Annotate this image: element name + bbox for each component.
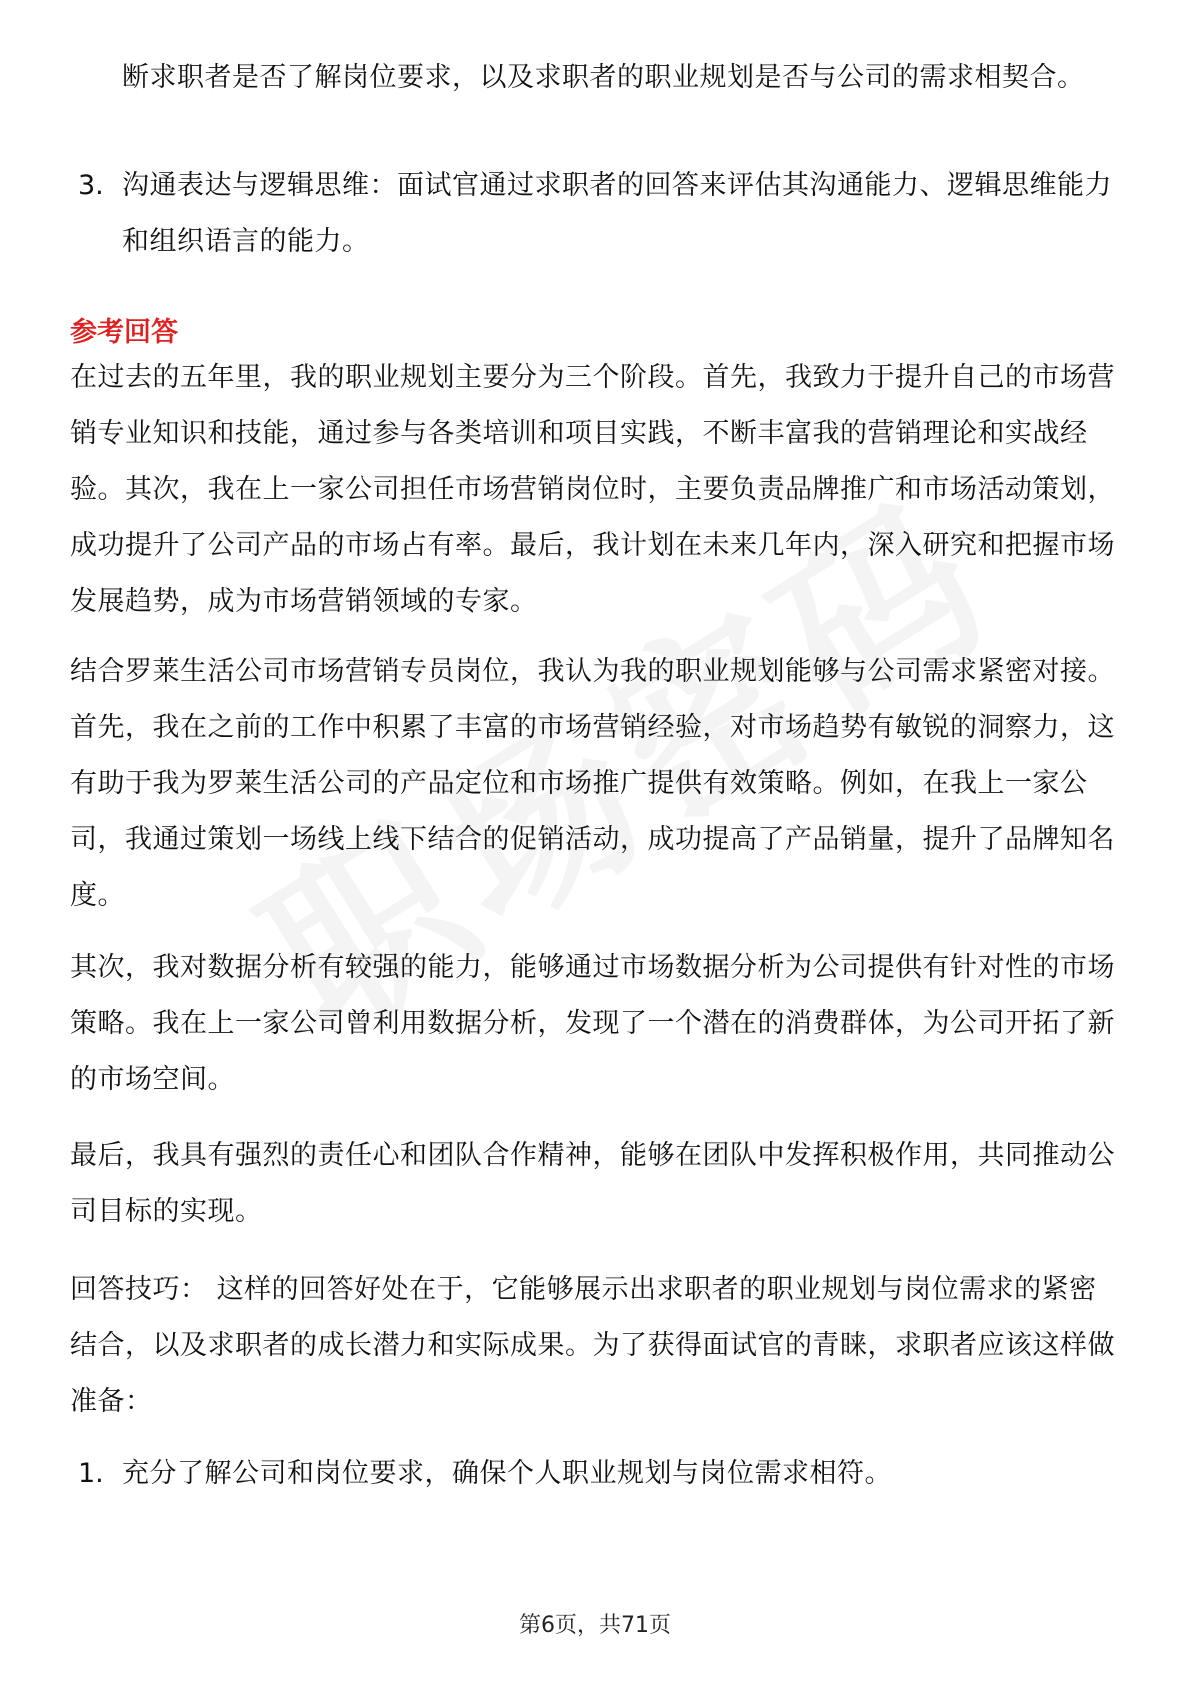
paragraph-4: 最后，我具有强烈的责任心和团队合作精神，能够在团队中发挥积极作用，共同推动公司目标的实现。 xyxy=(70,1140,1115,1227)
paragraph-3: 其次，我对数据分析有较强的能力，能够通过市场数据分析为公司提供有针对性的市场策略。我在上一家公司曾利用数据分析，发现了一个潜在的消费群体，为公司开拓了新的市场空间。 xyxy=(70,952,1115,1095)
list-number-3: 3. xyxy=(78,170,104,201)
tips-list-item-1: 充分了解公司和岗位要求，确保个人职业规划与岗位需求相符。 xyxy=(122,1458,892,1489)
list-item-3: 沟通表达与逻辑思维：面试官通过求职者的回答来评估其沟通能力、逻辑思维能力和组织语言的能力。 xyxy=(122,170,1112,257)
list-number-1: 1. xyxy=(78,1458,104,1489)
paragraph-1: 在过去的五年里，我的职业规划主要分为三个阶段。首先，我致力于提升自己的市场营销专业知识和技能，通过参与各类培训和项目实践，不断丰富我的营销理论和实战经验。其次，我在上一家公司担任市场营销岗位时，主要负责品牌推广和市场活动策划，成功提升了公司产品的市场占有率。最后，我计划在未来几年内，深入研究和把握市场发展趋势，成为市场营销领域的专家。 xyxy=(70,362,1115,617)
section-heading: 参考回答 xyxy=(70,317,178,348)
list-item-continuation: 断求职者是否了解岗位要求，以及求职者的职业规划是否与公司的需求相契合。 xyxy=(122,62,1085,93)
paragraph-5-tips: 回答技巧： 这样的回答好处在于，它能够展示出求职者的职业规划与岗位需求的紧密结合，以及求职者的成长潜力和实际成果。为了获得面试官的青睐，求职者应该这样做准备： xyxy=(70,1274,1115,1417)
paragraph-2: 结合罗莱生活公司市场营销专员岗位，我认为我的职业规划能够与公司需求紧密对接。首先，我在之前的工作中积累了丰富的市场营销经验，对市场趋势有敏锐的洞察力，这有助于我为罗莱生活公司的产品定位和市场推广提供有效策略。例如，在我上一家公司，我通过策划一场线上线下结合的促销活动，成功提高了产品销量，提升了品牌知名度。 xyxy=(70,656,1115,911)
page-number-footer: 第6页，共71页 xyxy=(519,1613,671,1638)
